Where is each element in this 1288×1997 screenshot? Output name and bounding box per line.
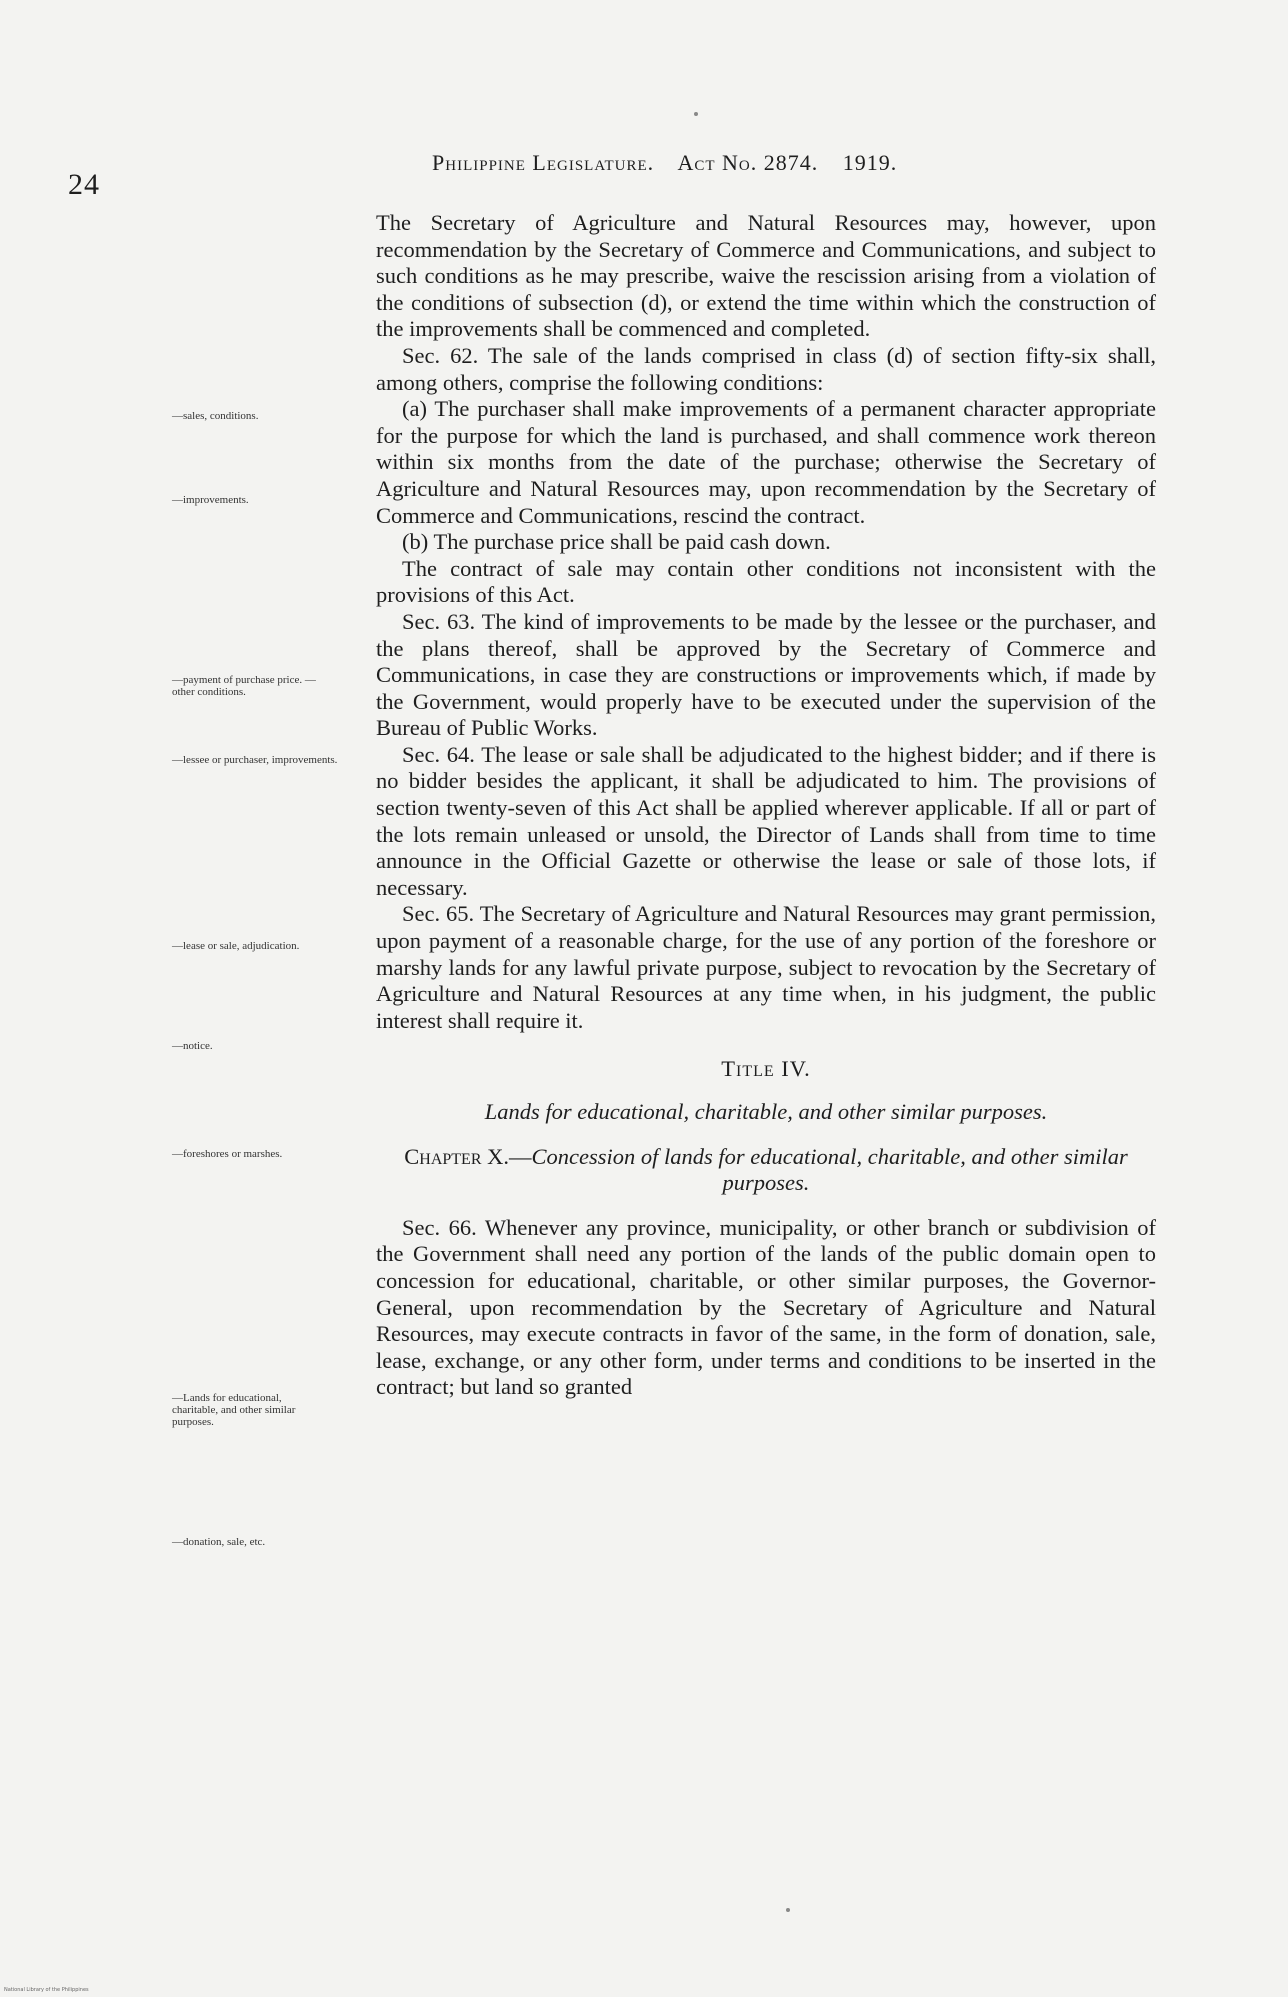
section-62: Sec. 62. The sale of the lands comprised in class (d) of section fifty-six shall, among others, comprise the following conditions: xyxy=(376,342,1156,395)
chapter-title: Concession of lands for educational, charitable, and other similar purposes. xyxy=(531,1143,1128,1196)
section-66: Sec. 66. Whenever any province, municipality, or other branch or subdivision of the Government shall need any portion of the lands of the public domain open to concession for educational, charitable, or other similar purposes, the Governor-General, upon recommendation by the Secretary of Agriculture and Natural Resources, may execute contracts in favor of the same, in the form of donation, sale, lease, exchange, or any other form, under terms and conditions to be inserted in the contract; but land so granted xyxy=(376,1214,1156,1400)
sidenote-improvements: —improvements. xyxy=(172,494,249,506)
paper-speck xyxy=(694,112,698,116)
section-65: Sec. 65. The Secretary of Agriculture and Natural Resources may grant permission, upon payment of a reasonable charge, for the use of any portion of the foreshore or marshy lands for any lawful private purpose, subject to revocation by the Secretary of Agriculture and Natural Resources at any time when, in his judgment, the public interest shall require it. xyxy=(376,901,1156,1033)
running-head-act: Act No. 2874. xyxy=(677,150,819,175)
running-head-publication: Philippine Legislature. xyxy=(432,150,655,175)
sidenote-lease-sale-adjudication: —lease or sale, adjudication. xyxy=(172,940,300,952)
section-62-other-conditions: The contract of sale may contain other conditions not inconsistent with the provisions of this Act. xyxy=(376,555,1156,608)
sidenote-payment-other-conditions: —payment of purchase price. —other conditions. xyxy=(172,674,316,698)
section-62-b: (b) The purchase price shall be paid cash down. xyxy=(402,529,831,555)
page-number: 24 xyxy=(68,168,100,201)
section-63: Sec. 63. The kind of improvements to be made by the lessee or the purchaser, and the plans thereof, shall be approved by the Secretary of Commerce and Communications, in case they are constructions or improvements which, if made by the Government, would properly have to be executed under the supervision of the Bureau of Public Works. xyxy=(376,608,1156,741)
sidenote-foreshores-marshes: —foreshores or marshes. xyxy=(172,1148,283,1160)
scan-credit: National Library of the Philippines xyxy=(4,1987,89,1993)
paper-speck xyxy=(786,1908,790,1912)
chapter-label: Chapter X.— xyxy=(404,1143,532,1169)
running-head xyxy=(432,150,1132,176)
sidenote-lands-educational: —Lands for educational, charitable, and other similar purposes. xyxy=(172,1392,296,1428)
title-heading: Title IV. xyxy=(721,1056,811,1082)
section-62-a: (a) The purchaser shall make improvements of a permanent character appropriate for the purpose for which the land is purchased, and shall commence work thereon within six months from the date of the purchase; otherwise the Secretary of Agriculture and Natural Resources may, upon recommendation by the Secretary of Commerce and Communications, rescind the contract. xyxy=(376,396,1156,528)
sidenote-sales-conditions: —sales, conditions. xyxy=(172,410,259,422)
sidenote-notice: —notice. xyxy=(172,1040,213,1052)
body-text xyxy=(376,210,1156,1401)
sidenote-donation-sale: —donation, sale, etc. xyxy=(172,1536,266,1548)
running-head-year: 1919. xyxy=(842,150,898,175)
paragraph-waiver: The Secretary of Agriculture and Natural Resources may, however, upon recommendation by the Secretary of Commerce and Communications, and subject to such conditions as he may prescribe, waive the rescission arising from a violation of the conditions of subsection (d), or extend the time within which the construction of the improvements shall be commenced and completed. xyxy=(376,210,1156,342)
section-64: Sec. 64. The lease or sale shall be adjudicated to the highest bidder; and if there is no bidder besides the applicant, it shall be adjudicated to him. The provisions of section twenty-seven of this Act shall be applied wherever applicable. If all or part of the lots remain unleased or unsold, the Director of Lands shall from time to time announce in the Official Gazette or otherwise the lease or sale of those lots, if necessary. xyxy=(376,741,1156,900)
sidenote-lessee-purchaser: —lessee or purchaser, improvements. xyxy=(172,754,338,766)
title-subtitle: Lands for educational, charitable, and other similar purposes. xyxy=(484,1099,1048,1124)
chapter-heading xyxy=(376,1144,1156,1197)
